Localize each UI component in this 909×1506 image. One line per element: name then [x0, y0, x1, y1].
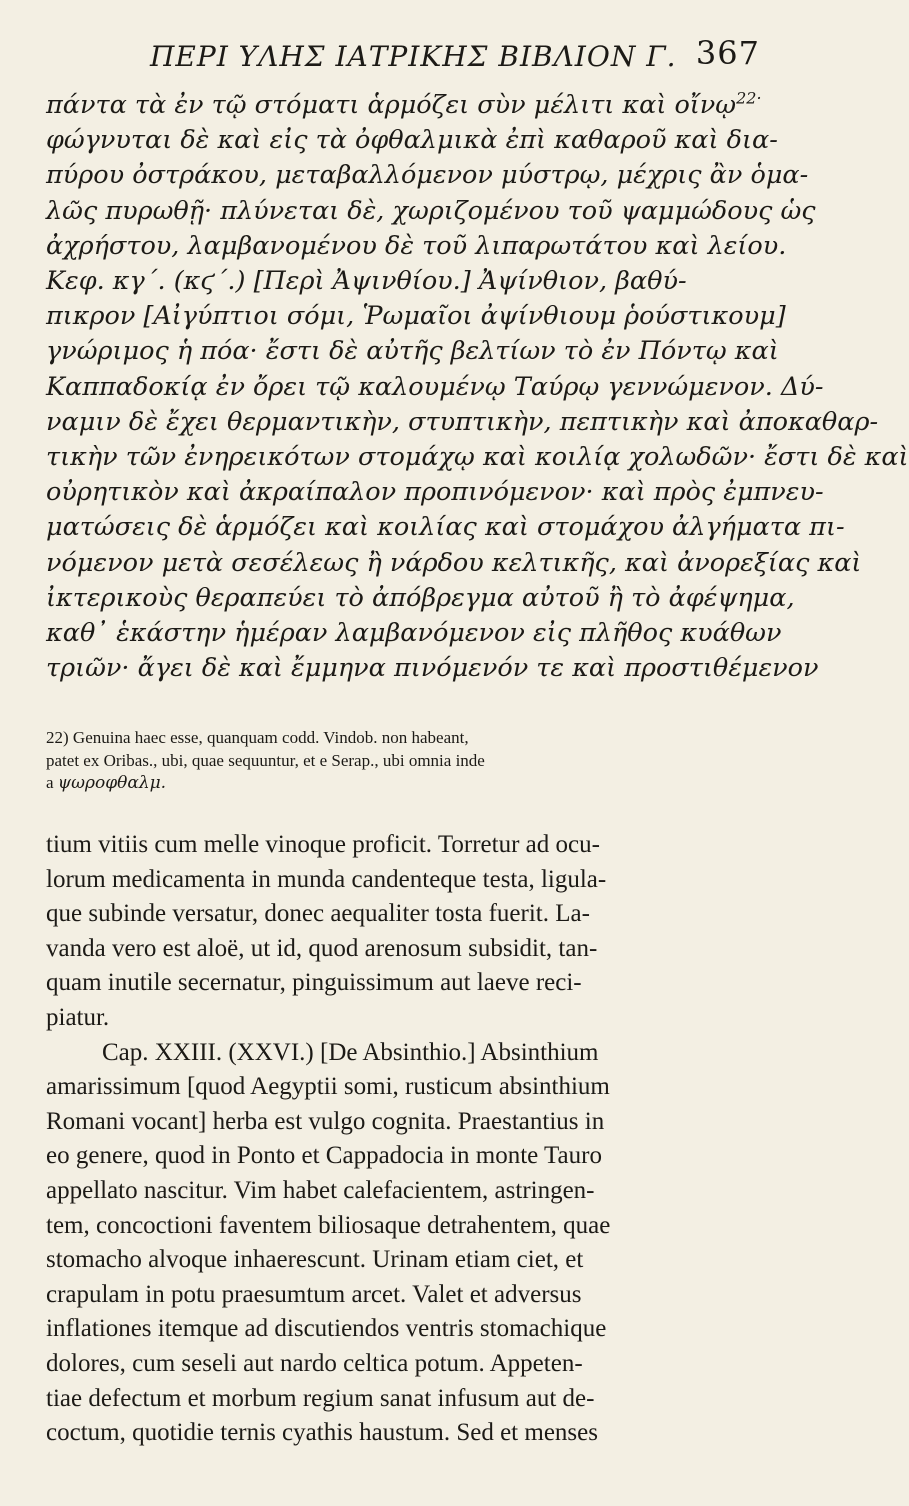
latin-chapter-heading-line: Cap. XXIII. (XXVI.) [De Absinthio.] Absinthium — [102, 1038, 599, 1066]
latin-line: coctum, quotidie ternis cyathis haustum. Sed et menses — [46, 1419, 598, 1447]
greek-line: ναμιν δὲ ἔχει θερμαντικὴν, στυπτικὴν, πεπτικὴν καὶ ἀποκαθαρ- — [46, 406, 879, 437]
greek-text-block — [46, 88, 909, 686]
greek-line: πύρου ὀστράκου, μεταβαλλόμενον μύστρῳ, μέχρις ἂν ὁμα- — [46, 160, 809, 191]
latin-line: crapulam in potu praesumtum arcet. Valet et adversus — [46, 1280, 582, 1308]
latin-line: dolores, cum seseli aut nardo celtica potum. Appeten- — [46, 1349, 583, 1377]
latin-line: vanda vero est aloë, ut id, quod arenosum subsidit, tan- — [46, 934, 598, 962]
greek-line: καθ᾽ ἑκάστην ἡμέραν λαμβανόμενον εἰς πλῆθος κυάθων — [46, 618, 782, 649]
latin-text-block — [46, 828, 762, 1451]
latin-line: tium vitiis cum melle vinoque proficit. Torretur ad ocu- — [46, 831, 600, 858]
footnote-greek-word: ψωροφθαλμ. — [57, 773, 167, 793]
greek-line: λῶς πυρωθῇ· πλύνεται δὲ, χωριζομένου τοῦ ψαμμώδους ὡς — [46, 195, 816, 226]
greek-line: Καππαδοκίᾳ ἐν ὄρει τῷ καλουμένῳ Ταύρῳ γεννώμενον. Δύ- — [46, 371, 824, 402]
greek-line: φώγνυται δὲ καὶ εἰς τὰ ὀφθαλμικὰ ἐπὶ καθαροῦ καὶ δια- — [46, 125, 778, 156]
greek-line: ἀχρήστου, λαμβανομένου δὲ τοῦ λιπαρωτάτου καὶ λείου. — [46, 230, 787, 261]
greek-line: πάντα τὰ ἐν τῷ στόματι ἁρμόζει σὺν μέλιτι καὶ οἴνῳ$^{22\cdot}$ — [46, 88, 762, 120]
latin-line: que subinde versatur, donec aequaliter tosta fuerit. La- — [46, 900, 590, 928]
footnote-line: patet ex Oribas., ubi, quae sequuntur, et e Serap., ubi omnia inde — [46, 750, 485, 770]
page-number: 367 — [695, 34, 760, 72]
latin-line: stomacho alvoque inhaerescunt. Urinam etiam ciet, et — [46, 1246, 584, 1274]
footnote — [46, 727, 762, 795]
greek-line: νόμενον μετὰ σεσέλεως ἢ νάρδου κελτικῆς, καὶ ἀνορεξίας καὶ — [46, 547, 862, 578]
latin-line: lorum medicamenta in munda candenteque testa, ligula- — [46, 865, 607, 893]
latin-line: inflationes itemque ad discutiendos ventris stomachique — [46, 1315, 607, 1343]
greek-line: ματώσεις δὲ ἁρμόζει καὶ κοιλίας καὶ στομάχου ἀλγήματα πι- — [46, 512, 845, 543]
footnote-marker: 22· — [736, 88, 762, 108]
latin-line: amarissimum [quod Aegyptii somi, rusticum absinthium — [46, 1073, 610, 1101]
latin-line: appellato nascitur. Vim habet calefacientem, astringen- — [46, 1176, 595, 1204]
greek-line: οὐρητικὸν καὶ ἀκραίπαλον προπινόμενον· καὶ πρὸς ἐμπνευ- — [46, 477, 824, 508]
latin-line: quam inutile secernatur, pinguissimum aut laeve reci- — [46, 969, 582, 997]
latin-line: piatur. — [46, 1003, 110, 1031]
latin-line: eo genere, quod in Ponto et Cappadocia in monte Tauro — [46, 1142, 602, 1170]
footnote-line: a ψωροφθαλμ. — [46, 773, 167, 793]
latin-line: tem, concoctioni faventem biliosaque detrahentem, quae — [46, 1211, 611, 1239]
running-title: ΠΕΡΙ ΥΛΗΣ ΙΑΤΡΙΚΗΣ ΒΙΒΛΙΟΝ Γ. — [150, 40, 677, 73]
greek-line: ἰκτερικοὺς θεραπεύει τὸ ἀπόβρεγμα αὐτοῦ ἢ τὸ ἀφέψημα, — [46, 582, 795, 613]
greek-line: τριῶν· ἄγει δὲ καὶ ἔμμηνα πινόμενόν τε καὶ προστιθέμενον — [46, 653, 819, 684]
latin-line: tiae defectum et morbum regium sanat infusum aut de- — [46, 1384, 595, 1412]
footnote-line: 22) Genuina haec esse, quanquam codd. Vindob. non habeant, — [46, 728, 469, 747]
greek-line: γνώριμος ἡ πόα· ἔστι δὲ αὐτῆς βελτίων τὸ ἐν Πόντῳ καὶ — [46, 336, 779, 367]
greek-chapter-heading-line: Κεφ. κγ΄. (κϛ΄.) [Περὶ Ἀψινθίου.] Ἀψίνθιον, βαθύ- — [46, 266, 687, 297]
latin-line: Romani vocant] herba est vulgo cognita. Praestantius in — [46, 1107, 605, 1135]
running-header — [150, 34, 760, 84]
greek-line: πικρον [Αἰγύπτιοι σόμι, Ῥωμαῖοι ἀψίνθιουμ ῥούστικουμ] — [46, 301, 786, 332]
greek-line: τικὴν τῶν ἐνηρεικότων στομάχῳ καὶ κοιλίᾳ χολωδῶν· ἔστι δὲ καὶ — [46, 442, 909, 473]
